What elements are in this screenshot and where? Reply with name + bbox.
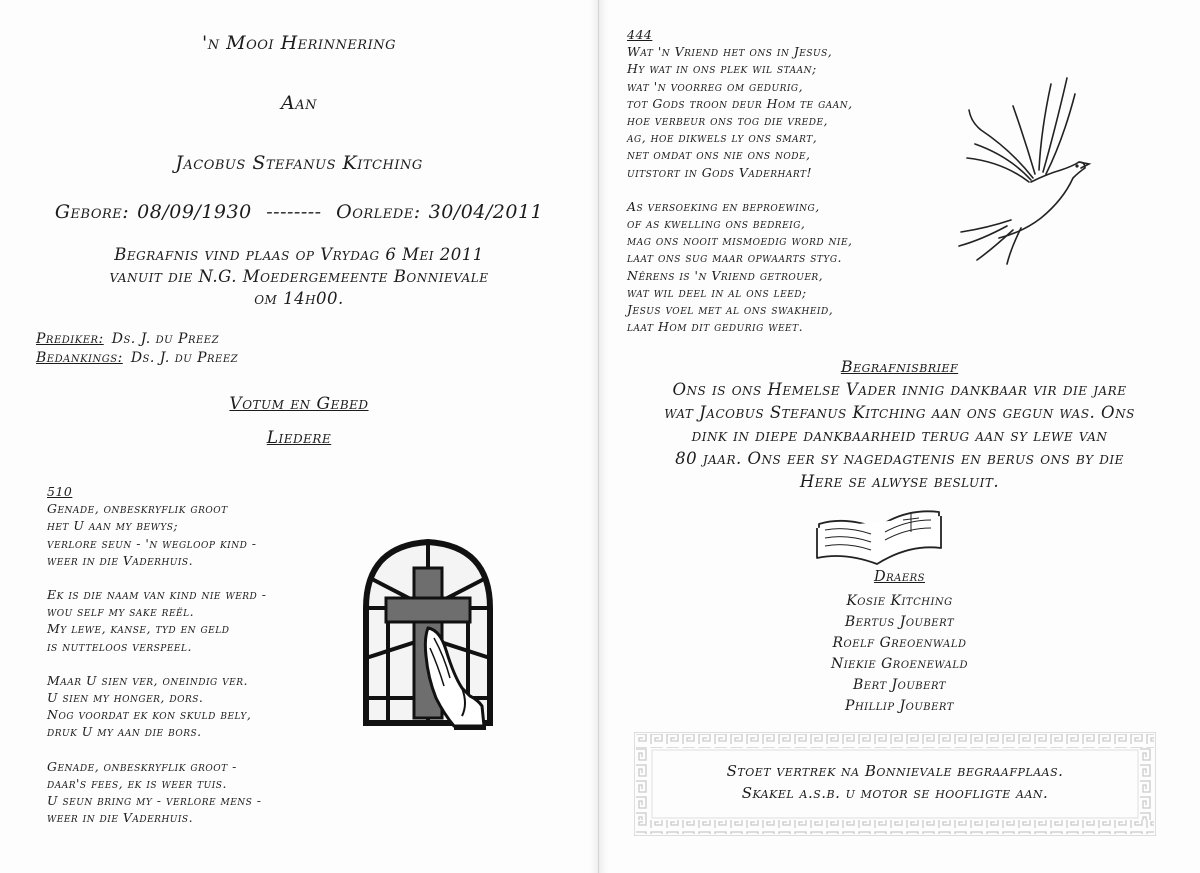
begrafnisbrief-heading: Begrafnisbrief (840, 357, 959, 376)
hymn-stanza (627, 198, 927, 336)
hymn-stanza (47, 586, 337, 655)
hymn-line: U sien my honger, dors. (47, 690, 204, 706)
hymn-444 (627, 26, 927, 352)
hymn-line: verlore seun - 'n wegloop kind - (47, 535, 257, 551)
pallbearer: Bert Joubert (853, 677, 946, 693)
hymn-line: U seun bring my - verlore mens - (47, 793, 262, 809)
hymn-line: of as kwelling ons bedreig, (627, 216, 806, 232)
hymn-line: laat Hom dit gedurig weet. (627, 319, 804, 335)
hymn-line: mag ons nooit mismoedig word nie, (627, 233, 853, 249)
liedere-heading: Liedere (266, 428, 332, 448)
stained-glass-cross-praying-hands-icon (358, 538, 498, 730)
born-label: Gebore: (54, 201, 130, 223)
prediker-label: Prediker: (36, 331, 104, 347)
hymn-line: druk U my aan die bors. (47, 724, 202, 740)
hymn-line: Wat 'n Vriend het ons in Jesus, (627, 44, 833, 60)
hymn-line: As versoeking en beproewing, (627, 198, 820, 214)
right-page (599, 0, 1200, 873)
hymn-line: net omdat ons nie ons node, (627, 147, 811, 163)
service-line: om 14h00. (254, 289, 344, 308)
died-date: 30/04/2011 (428, 201, 544, 223)
hymn-line: daar's fees, ek is weer tuis. (47, 775, 227, 791)
prediker-value: Ds. J. du Preez (111, 331, 220, 347)
dates-line (0, 201, 598, 223)
pallbearer: Phillip Joubert (845, 698, 954, 714)
hymn-line: is nutteloos verspeel. (47, 638, 192, 654)
brief-line: Here se alwyse besluit. (799, 472, 1000, 491)
hymn-line: uitstort in Gods Vaderhart! (627, 164, 812, 180)
pallbearers-list (599, 591, 1200, 717)
hymn-line: Nog voordat ek kon skuld bely, (47, 707, 252, 723)
hymn-stanza (627, 43, 927, 181)
died-label: Oorlede: (336, 201, 421, 223)
page-fold (590, 0, 608, 873)
draers-heading: Draers (873, 569, 926, 585)
hymn-line: My lewe, kanse, tyd en geld (47, 621, 230, 637)
hymn-number: 510 (47, 484, 73, 499)
hymn-line: Ek is die naam van kind nie werd - (47, 587, 267, 603)
title-memory: 'n Mooi Herinnering (202, 32, 396, 54)
hymn-line: tot Gods troon deur Hom te gaan, (627, 95, 853, 111)
bedankings-row (36, 349, 238, 368)
hymn-line: Jesus voel met al ons swakheid, (627, 302, 834, 318)
born-date: 08/09/1930 (137, 201, 252, 223)
title-aan: Aan (281, 92, 317, 114)
dates-separator: -------- (266, 201, 322, 223)
hymn-line: het U aan my bewys; (47, 518, 179, 534)
dove-icon (951, 70, 1101, 270)
closing-line: Skakel a.s.b. u motor se hoofligte aan. (741, 784, 1049, 802)
hymn-line: laat ons sug maar opwaarts styg. (627, 250, 842, 266)
pallbearer: Bertus Joubert (844, 614, 955, 630)
hymn-line: Nêrens is 'n Vriend getrouer, (627, 267, 824, 283)
pallbearer: Roelf Greoenwald (832, 635, 967, 651)
hymn-stanza (47, 758, 337, 827)
service-details (0, 244, 598, 310)
brief-line: dink in diepe dankbaarheid terug aan sy lewe van (691, 426, 1108, 445)
open-bible-icon (815, 498, 943, 566)
hymn-line: weer in die Vaderhuis. (47, 810, 194, 826)
deceased-name: Jacobus Stefanus Kitching (175, 152, 423, 174)
hymn-line: wou self my sake reël. (47, 604, 195, 620)
hymn-line: Maar U sien ver, oneindig ver. (47, 672, 248, 688)
votum-heading: Votum en Gebed (229, 394, 369, 414)
begrafnisbrief-body (639, 378, 1160, 493)
brief-line: 80 jaar. Ons eer sy nagedagtenis en berus ons by die (675, 449, 1124, 468)
service-line: Begrafnis vind plaas op Vrydag 6 Mei 2011 (114, 245, 484, 264)
bedankings-label: Bedankings: (36, 350, 123, 366)
hymn-stanza (47, 672, 337, 741)
hymn-line: wat wil deel in al ons leed; (627, 284, 807, 300)
service-line: vanuit die N.G. Moedergemeente Bonnievale (109, 267, 489, 286)
hymn-line: hoe verbeur ons tog die vrede, (627, 113, 828, 129)
brief-line: Ons is ons Hemelse Vader innig dankbaar vir die jare (672, 380, 1127, 399)
hymn-number: 444 (627, 27, 653, 42)
prediker-row (36, 330, 238, 349)
pallbearer: Niekie Groenewald (830, 656, 969, 672)
left-page (0, 0, 599, 873)
procession-notice (634, 760, 1156, 804)
bedankings-value: Ds. J. du Preez (130, 350, 239, 366)
hymn-line: ag, hoe dikwels ly ons smart, (627, 130, 818, 146)
closing-line: Stoet vertrek na Bonnievale begraafplaas. (726, 762, 1064, 780)
brief-line: wat Jacobus Stefanus Kitching aan ons gegun was. Ons (664, 403, 1135, 422)
officiants (36, 330, 238, 368)
hymn-line: Genade, onbeskryflik groot (47, 501, 228, 517)
hymn-510 (47, 483, 337, 843)
hymn-line: Genade, onbeskryflik groot - (47, 758, 237, 774)
hymn-stanza (47, 500, 337, 569)
hymn-line: weer in die Vaderhuis. (47, 552, 194, 568)
hymn-line: Hy wat in ons plek wil staan; (627, 61, 817, 77)
pallbearer: Kosie Kitching (846, 593, 953, 609)
hymn-line: wat 'n voorreg om gedurig, (627, 78, 804, 94)
